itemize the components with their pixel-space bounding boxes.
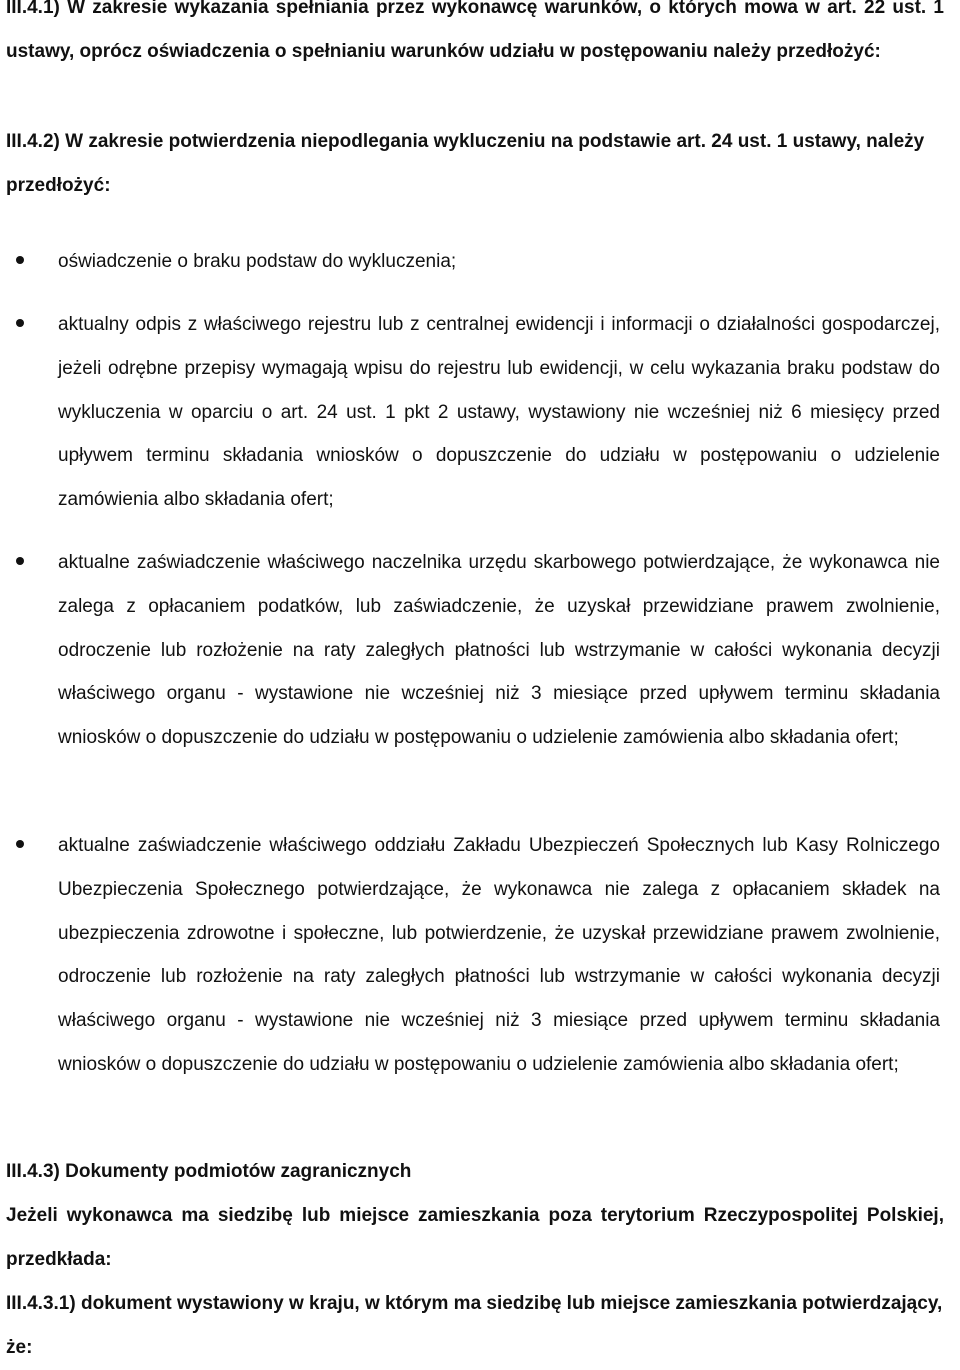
bullet-icon [16,256,24,264]
section-3-4-3-text: Jeżeli wykonawca ma siedzibę lub miejsce zamieszkania poza terytorium Rzeczypospolitej Polskiej, przedkłada: [6,1205,944,1270]
list-item-text: aktualne zaświadczenie właściwego naczelnika urzędu skarbowego potwierdzające, że wykonawca nie zalega z opłacaniem podatków, lub zaświadczenie, że uzyskał przewidziane prawem zwolnienie, odroczenie lub rozłożenie na raty zaległych płatności lub wstrzymanie w całości wykonania decyzji właściwego organu - wystawione nie wcześniej niż 3 miesiące przed upływem terminu składania wniosków o dopuszczenie do udziału w postępowaniu o udzielenie zamówienia albo składania ofert; [58,552,940,749]
bullet-icon [16,557,24,565]
section-3-4-2-heading: III.4.2) W zakresie potwierdzenia niepodlegania wykluczeniu na podstawie art. 24 ust. 1 ustawy, należy przedłożyć: [6,131,925,196]
list-item-text: aktualny odpis z właściwego rejestru lub z centralnej ewidencji i informacji o działalności gospodarczej, jeżeli odrębne przepisy wymagają wpisu do rejestru lub ewidencji, w celu wykazania braku podstaw do wykluczenia w oparciu o art. 24 ust. 1 pkt 2 ustawy, wystawiony nie wcześniej niż 6 miesięcy przed upływem terminu składania wniosków o dopuszczenie do udziału w postępowaniu o udzielenie zamówienia albo składania ofert; [58,314,940,511]
list-item-text: aktualne zaświadczenie właściwego oddziału Zakładu Ubezpieczeń Społecznych lub Kasy Rolniczego Ubezpieczenia Społecznego potwierdzające, że wykonawca nie zalega z opłacaniem składek na ubezpieczenia zdrowotne i społeczne, lub potwierdzenie, że uzyskał przewidziane prawem zwolnienie, odroczenie lub rozłożenie na raty zaległych płatności lub wstrzymanie w całości wykonania decyzji właściwego organu - wystawione nie wcześniej niż 3 miesiące przed upływem terminu składania wniosków o dopuszczenie do udziału w postępowaniu o udzielenie zamówienia albo składania ofert; [58,835,940,1075]
bullet-icon [16,840,24,848]
section-3-4-1-heading: III.4.1) W zakresie wykazania spełniania przez wykonawcę warunków, o których mowa w art. 22 ust. 1 ustawy, oprócz oświadczenia o spełnianiu warunków udziału w postępowaniu należy przedłożyć: [6,0,944,62]
section-3-4-3-1-heading: III.4.3.1) dokument wystawiony w kraju, w którym ma siedzibę lub miejsce zamieszkania potwierdzający, że: [6,1293,943,1358]
bullet-icon [16,319,24,327]
list-item-text: oświadczenie o braku podstaw do wykluczenia; [58,251,457,272]
section-3-4-3-title: III.4.3) Dokumenty podmiotów zagranicznych [6,1161,412,1182]
